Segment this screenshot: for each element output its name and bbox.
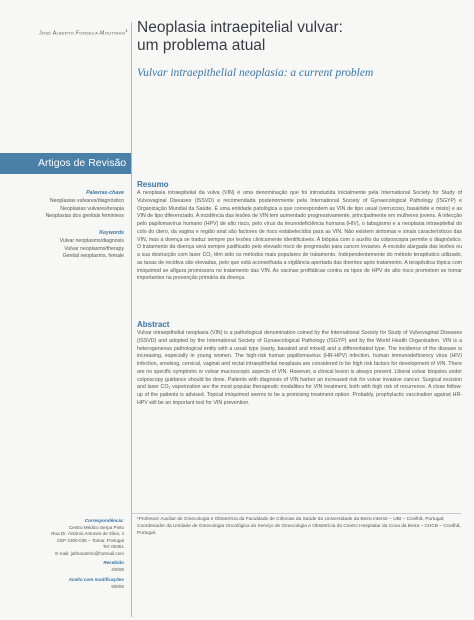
- accepted-date: 9/9/08: [111, 584, 124, 589]
- received-heading: Recebido: [103, 560, 124, 565]
- keyword-item: Neoplasias vulvares/diagnóstico: [49, 198, 124, 204]
- keywords-pt-list: [10, 198, 124, 221]
- address-line: Centro Médico Serpa Pinto: [68, 525, 124, 530]
- correspondence-address: [8, 525, 124, 557]
- address-line: Tel: 00351: [102, 544, 124, 550]
- author-name: José Alberto Fonseca-Moutinho$^1$: [39, 28, 128, 37]
- resumo-text: A neoplasia intraepitelial da vulva (VIN) é uma denominação que foi introduzida inicialmente pela International Society for Study of Vulvovaginal Diseases (ISSVD) e recomendada posteriormente pela International Society of Gynaecological Pathology (ISGYP) e Organização Mundial da Saúde. É uma entidade patológica a que correspondem as VIN de tipo usual (verrucoso, basalóide e misto) e as VIN de tipo diferenciado. A incidência das lesões de VIN tem aumentado progressivamente, principalmente em mulheres jovens. A infecção pelo papilomavírus humano (HPV) de alto risco, pelo vírus da imunodeficiência humana (HIV), o tabagismo e a neoplasia intraepitelial do colo do útero, da vagina e região anal são factores de risco estabelecidos para as VIN. Não existem sintomas e sinais característicos das VIN, mas a doença se traduz sempre por lesões clinicamente identificáveis. A biópsia com o auxílio da colposcopia permite o diagnóstico. O tratamento da doença será sempre justificado pelo elevado risco de progressão para cancro invasivo. A excisão alargada das lesões ou a sua destruição com laser CO₂ têm sido os métodos mais populares de tratamento. Independentemente do método terapêutico utilizado, as taxas de recidiva são elevadas, pelo que está aconselhada a vigilância apertada das doentes após tratamento. A terapêutica tópica com imiquimod se afigura promissora no tratamento das VIN. As vacinas profiláticas contra os tipos de HPV de alto risco prometem se tornar importantes na prevenção primária da doença.: [137, 190, 462, 282]
- resumo-heading: Resumo: [137, 180, 169, 189]
- section-label: Artigos de Revisão: [38, 157, 127, 169]
- keywords-en-heading: Keywords: [99, 230, 124, 236]
- received-date: 4/9/08: [111, 567, 124, 572]
- abstract-heading: Abstract: [137, 320, 170, 329]
- correspondence-heading: Correspondência:: [84, 518, 124, 523]
- keyword-item: Neoplasias dos genitais femininos: [45, 213, 124, 220]
- article-title-line-1: Neoplasia intraepitelial vulvar:: [137, 19, 343, 36]
- article-subtitle-english: Vulvar intraepithelial neoplasia: a current problem: [137, 67, 374, 79]
- keyword-item: Vulvar neoplasms/therapy: [64, 245, 124, 252]
- address-line: E-mail: jafmoutinho@hotmail.com: [55, 550, 124, 556]
- address-line: CEP 2300-035 – Tomar, Portugal: [56, 537, 124, 543]
- author-affiliation-footnote: ¹Professor Auxiliar de Ginecologia e Obstetrícia da Faculdade de Ciências da Saúde da Universidade da Beira Interior – UBI – Covilhã, Portugal; Coordenador da Unidade de Ginecologia Oncológica do Serviço de Ginecologia e Obstetrícia do Centro Hospitalar da Cova da Beira – CHCB – Covilhã, Portugal.: [137, 517, 461, 536]
- keyword-item: Vulvar neoplasms/diagnosis: [59, 238, 124, 244]
- footnote-divider: [131, 513, 461, 514]
- keywords-pt-heading: Palavras-chave: [86, 190, 124, 196]
- abstract-text: Vulvar intraepithelial neoplasia (VIN) is a pathological denomination coined by the International Society for Study of Vulvovaginal Diseases (ISSVD) and adopted by the International Society of Gynaecological Pathology (ISGYP) and by the World Health Organization. VIN is a heterogeneous pathological entity with a usual type (warty, basaloid and mixed) and a differentiated type. The incidence of the disease is increasing, especially in young women. The high-risk human papillomavirus (HR-HPV) infection, human immunodeficiency virus (HIV) infection, smoking, cervical, vaginal and rectal intraepithelial neoplasia are considered to be high risk factors for development of VIN. There are no specific symptoms or vulvar macroscopic aspects of VIN. However, a clinical lesion is always present. Liberal vulvar biopsies under colposcopy guidance should be done. Patients with diagnosis of VIN harbor an increased risk for vulvar invasive cancer. Surgical excision and laser CO₂ vaporization are the most popular therapeutic modalities for VIN treatment, both with high risk of recurrence. A close follow-up of the patients is advised. Topical imiquimod seems to be a promising treatment option. Probably, prophylactic vaccination against HR-HPV will be an important tool for VIN prevention.: [137, 330, 462, 406]
- article-title-line-2: um problema atual: [137, 37, 266, 54]
- address-line: Rua Dr. António Antunes de Silva, 4: [51, 531, 124, 537]
- vertical-divider: [131, 22, 132, 617]
- keyword-item: Genital neoplasms, female: [62, 253, 124, 260]
- keyword-item: Neoplasias vulvares/terapia: [60, 205, 124, 212]
- accepted-heading: Aceito com modificações: [68, 577, 124, 582]
- keywords-en-list: [10, 238, 124, 261]
